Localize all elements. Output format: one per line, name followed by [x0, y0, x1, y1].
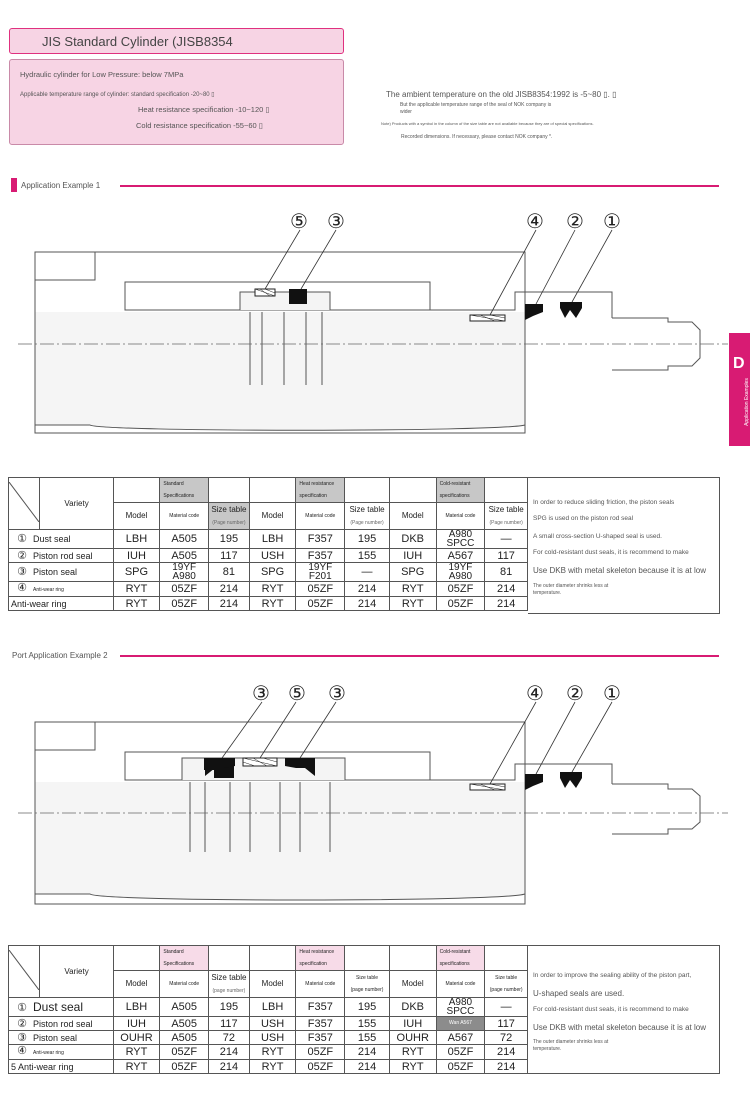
group-label: Heat resistance specification	[296, 946, 345, 971]
table-cell: 214	[209, 1045, 250, 1060]
item-name: Piston rod seal	[33, 550, 93, 561]
table-cell: LBH	[249, 530, 296, 549]
diag-cell	[9, 946, 40, 998]
callout: ④	[526, 681, 544, 705]
table-cell: RYT	[389, 582, 436, 597]
col-material: Material code	[160, 503, 209, 530]
callout: ③	[327, 209, 345, 233]
table-cell: SPG	[249, 563, 296, 582]
remark: Use DKB with metal skeleton because it is at low	[533, 566, 706, 575]
table-cell: 72	[485, 1031, 528, 1045]
remark: In order to improve the sealing ability of the piston part,	[533, 972, 692, 979]
group-label: Heat resistance specification	[296, 478, 345, 503]
table-cell: 195	[209, 998, 250, 1017]
table-cell: 117	[485, 549, 528, 563]
table-cell: RYT	[113, 597, 160, 611]
group-label: Standard Specifications	[160, 478, 209, 503]
callout: ⑤	[290, 209, 308, 233]
table-cell: 214	[485, 597, 528, 611]
remark: temperature.	[533, 590, 562, 596]
table-row	[9, 563, 528, 582]
table-cell: A505	[160, 530, 209, 549]
table-cell: SPG	[389, 563, 436, 582]
info-line-1: Hydraulic cylinder for Low Pressure: below 7MPa	[20, 70, 184, 79]
item-name: 5 Anti-wear ring	[11, 1061, 74, 1072]
table-cell: F357	[296, 530, 345, 549]
table-cell: A567	[436, 549, 485, 563]
col-size: Size table (page number)	[345, 971, 390, 998]
table-cell: 05ZF	[436, 1060, 485, 1074]
table-cell: IUH	[389, 549, 436, 563]
remark: Use DKB with metal skeleton because it is at low	[533, 1023, 706, 1032]
variety-cell	[9, 549, 114, 563]
table-cell: 117	[209, 549, 250, 563]
section2-rule	[120, 655, 719, 657]
variety-cell	[9, 563, 114, 582]
table-row	[9, 597, 528, 611]
info-line-2: Applicable temperature range of cylinder: standard specification -20~80 ▯	[20, 92, 215, 98]
table-cell: F357	[296, 549, 345, 563]
remark: For cold-resistant dust seals, it is recommend to make	[533, 549, 689, 556]
table-cell: 05ZF	[160, 582, 209, 597]
table-cell: 05ZF	[160, 1045, 209, 1060]
section1-label: Application Example 1	[21, 181, 101, 190]
cylinder-drawing-1	[0, 200, 728, 450]
remark: A small cross-section U-shaped seal is used.	[533, 533, 662, 540]
variety-cell	[9, 1017, 114, 1031]
table-cell: F357	[296, 1031, 345, 1045]
table-cell: 155	[345, 1017, 390, 1031]
item-number: ①	[17, 533, 27, 545]
table-cell: RYT	[113, 582, 160, 597]
table-cell: 214	[209, 582, 250, 597]
table-row	[9, 582, 528, 597]
chapter-subtitle: Application Examples	[743, 378, 750, 426]
item-number: ③	[17, 1031, 27, 1044]
variety-cell	[9, 998, 114, 1017]
table-cell: 05ZF	[296, 597, 345, 611]
table-cell: 214	[345, 582, 390, 597]
table-row	[9, 1045, 528, 1060]
table-cell: 81	[209, 563, 250, 582]
item-name: Piston seal	[33, 1032, 78, 1043]
section1-rule	[120, 185, 719, 187]
col-material: Material code	[296, 503, 345, 530]
callout: ①	[603, 209, 621, 233]
variety-cell	[9, 597, 114, 611]
col-size: Size table (Page number)	[345, 503, 390, 530]
remark: The outer diameter shrinks less at	[533, 583, 609, 589]
table-cell: USH	[249, 549, 296, 563]
piston-rod	[35, 312, 525, 430]
col-size: Size table (page number)	[209, 971, 250, 998]
table-cell: RYT	[249, 582, 296, 597]
table-row	[9, 998, 528, 1017]
table-cell: OUHR	[113, 1031, 160, 1045]
table-cell: 05ZF	[436, 1045, 485, 1060]
remark: The outer diameter shrinks less at	[533, 1039, 609, 1045]
col-material: Material code	[296, 971, 345, 998]
col-material: Material code	[436, 503, 485, 530]
table-cell: 214	[209, 1060, 250, 1074]
table-cell: 19YF A980	[436, 563, 485, 582]
item-name: Piston seal	[33, 567, 78, 577]
col-model: Model	[249, 503, 296, 530]
callout: ③	[328, 681, 346, 705]
diag-line	[9, 482, 39, 522]
variety-cell	[9, 1060, 114, 1074]
remark: For cold-resistant dust seals, it is recommend to make	[533, 1006, 689, 1013]
item-number: ④	[17, 582, 27, 594]
table-cell: IUH	[113, 549, 160, 563]
note-1: The ambient temperature on the old JISB8354:1992 is -5~80 ▯. ▯	[386, 90, 617, 99]
col-model: Model	[389, 971, 436, 998]
item-name: Anti-wear ring	[11, 598, 67, 609]
col-model: Model	[113, 503, 160, 530]
seal-1-shape	[560, 302, 582, 318]
table-row	[9, 1060, 528, 1074]
col-model: Model	[113, 971, 160, 998]
col-model: Model	[249, 971, 296, 998]
variety-cell	[9, 1045, 114, 1060]
table-cell: —	[345, 563, 390, 582]
spec-table-1	[8, 477, 528, 611]
table-cell: DKB	[389, 998, 436, 1017]
table-cell: 214	[345, 597, 390, 611]
table-cell: 214	[485, 1060, 528, 1074]
col-size: Size table (page number)	[485, 971, 528, 998]
table-cell: LBH	[113, 998, 160, 1017]
remark: SPG is used on the piston rod seal	[533, 515, 634, 522]
table-row	[9, 530, 528, 549]
table-cell: A505	[160, 1031, 209, 1045]
table-cell: 05ZF	[296, 582, 345, 597]
table-cell: 155	[345, 549, 390, 563]
page-title: JIS Standard Cylinder (JISB8354	[9, 28, 344, 54]
callout: ③	[252, 681, 270, 705]
group-label: Cold-resistant specifications	[436, 478, 485, 503]
callout: ①	[603, 681, 621, 705]
item-number: ②	[17, 1017, 27, 1030]
variety-cell	[9, 530, 114, 549]
info-box	[9, 59, 344, 145]
variety-header: Variety	[40, 478, 113, 530]
table-cell: OUHR	[389, 1031, 436, 1045]
chapter-tab[interactable]	[729, 333, 750, 446]
diag-cell	[9, 478, 40, 530]
callout: ②	[566, 209, 584, 233]
table-cell: 155	[345, 1031, 390, 1045]
table-cell: 117	[209, 1017, 250, 1031]
section2-label: Port Application Example 2	[12, 651, 108, 660]
table-cell: LBH	[249, 998, 296, 1017]
table-cell: 81	[485, 563, 528, 582]
table-cell: RYT	[389, 597, 436, 611]
table-cell: 05ZF	[296, 1045, 345, 1060]
table-cell: 05ZF	[296, 1060, 345, 1074]
table-cell: LBH	[113, 530, 160, 549]
remark: In order to reduce sliding friction, the piston seals	[533, 499, 675, 506]
table-cell: RYT	[389, 1060, 436, 1074]
table-cell: IUH	[389, 1017, 436, 1031]
item-name: Anti-wear ring	[33, 1050, 64, 1056]
table-cell: RYT	[113, 1045, 160, 1060]
callout: ⑤	[288, 681, 306, 705]
item-name: Anti-wear ring	[33, 587, 64, 593]
table-cell: —	[485, 998, 528, 1017]
table-cell: A505	[160, 549, 209, 563]
table-cell: 195	[209, 530, 250, 549]
note-5: Recorded dimensions. If necessary, please contact NOK company *.	[401, 134, 553, 140]
table-cell: 214	[209, 597, 250, 611]
remark: temperature.	[533, 1046, 562, 1052]
col-size: Size table (Page number)	[485, 503, 528, 530]
section-marker	[11, 178, 17, 192]
piston-rod-end	[612, 784, 700, 834]
table-cell: USH	[249, 1031, 296, 1045]
table-cell: RYT	[249, 1045, 296, 1060]
item-number: ③	[17, 566, 27, 578]
table-cell: 05ZF	[160, 597, 209, 611]
item-name: Dust seal	[33, 999, 84, 1014]
variety-header: Variety	[40, 946, 113, 998]
item-name: Piston rod seal	[33, 1018, 93, 1029]
col-model: Model	[389, 503, 436, 530]
table-cell: 05ZF	[436, 582, 485, 597]
spec-table-2	[8, 945, 528, 1074]
table-row	[9, 1017, 528, 1031]
table-cell: 214	[345, 1045, 390, 1060]
table-cell: RYT	[249, 1060, 296, 1074]
seal-2-shape	[525, 774, 543, 790]
diag-line	[9, 950, 39, 990]
item-number: ④	[17, 1045, 27, 1057]
table-cell: DKB	[389, 530, 436, 549]
seal-3-solid	[289, 289, 307, 304]
table-cell: F357	[296, 1017, 345, 1031]
table-cell: A505	[160, 998, 209, 1017]
table-cell: 214	[345, 1060, 390, 1074]
table-cell: 214	[485, 1045, 528, 1060]
callout: ②	[566, 681, 584, 705]
info-line-4: Cold resistance specification -55~60 ▯	[136, 121, 263, 130]
table-cell: 117	[485, 1017, 528, 1031]
note-2: But the applicable temperature range of the seal of NOK company is	[400, 102, 552, 108]
seal-1-shape	[560, 772, 582, 788]
remark: U-shaped seals are used.	[533, 989, 625, 998]
table-cell: RYT	[249, 597, 296, 611]
table-row	[9, 549, 528, 563]
variety-cell	[9, 582, 114, 597]
table-cell: F357	[296, 998, 345, 1017]
table-cell: SPG	[113, 563, 160, 582]
col-size: Size table (Page number)	[209, 503, 250, 530]
table-cell: 19YF F201	[296, 563, 345, 582]
seal-2-shape	[525, 304, 543, 320]
item-number: ①	[17, 1001, 27, 1014]
table-cell: 19YF A980	[160, 563, 209, 582]
table-cell: USH	[249, 1017, 296, 1031]
cylinder-drawing-2	[0, 672, 728, 922]
note-3: wider	[400, 109, 412, 115]
callout: ④	[526, 209, 544, 233]
table-row	[9, 1031, 528, 1045]
table-cell: A505	[160, 1017, 209, 1031]
table-cell: A567	[436, 1031, 485, 1045]
col-material: Material code	[160, 971, 209, 998]
table-cell: RYT	[113, 1060, 160, 1074]
table-cell: 05ZF	[160, 1060, 209, 1074]
col-material: Material code	[436, 971, 485, 998]
table-cell: A980 SPCC	[436, 530, 485, 549]
table-cell: 72	[209, 1031, 250, 1045]
table-cell: IUH	[113, 1017, 160, 1031]
variety-cell	[9, 1031, 114, 1045]
table-cell: Wan A567	[436, 1017, 485, 1031]
table-cell: 195	[345, 998, 390, 1017]
table-cell: 195	[345, 530, 390, 549]
item-name: Dust seal	[33, 534, 71, 544]
note-4: Note) Products with a symbol in the column of the size table are not available because they are of special specifications.	[381, 121, 594, 126]
group-label: Cold-resistant specifications	[436, 946, 485, 971]
group-label: Standard Specifications	[160, 946, 209, 971]
table-cell: —	[485, 530, 528, 549]
table-cell: RYT	[389, 1045, 436, 1060]
info-line-3: Heat resistance specification -10~120 ▯	[138, 105, 270, 114]
table-cell: 214	[485, 582, 528, 597]
table-cell: A980 SPCC	[436, 998, 485, 1017]
chapter-letter: D	[733, 355, 745, 372]
item-number: ②	[17, 549, 27, 562]
table-cell: 05ZF	[436, 597, 485, 611]
